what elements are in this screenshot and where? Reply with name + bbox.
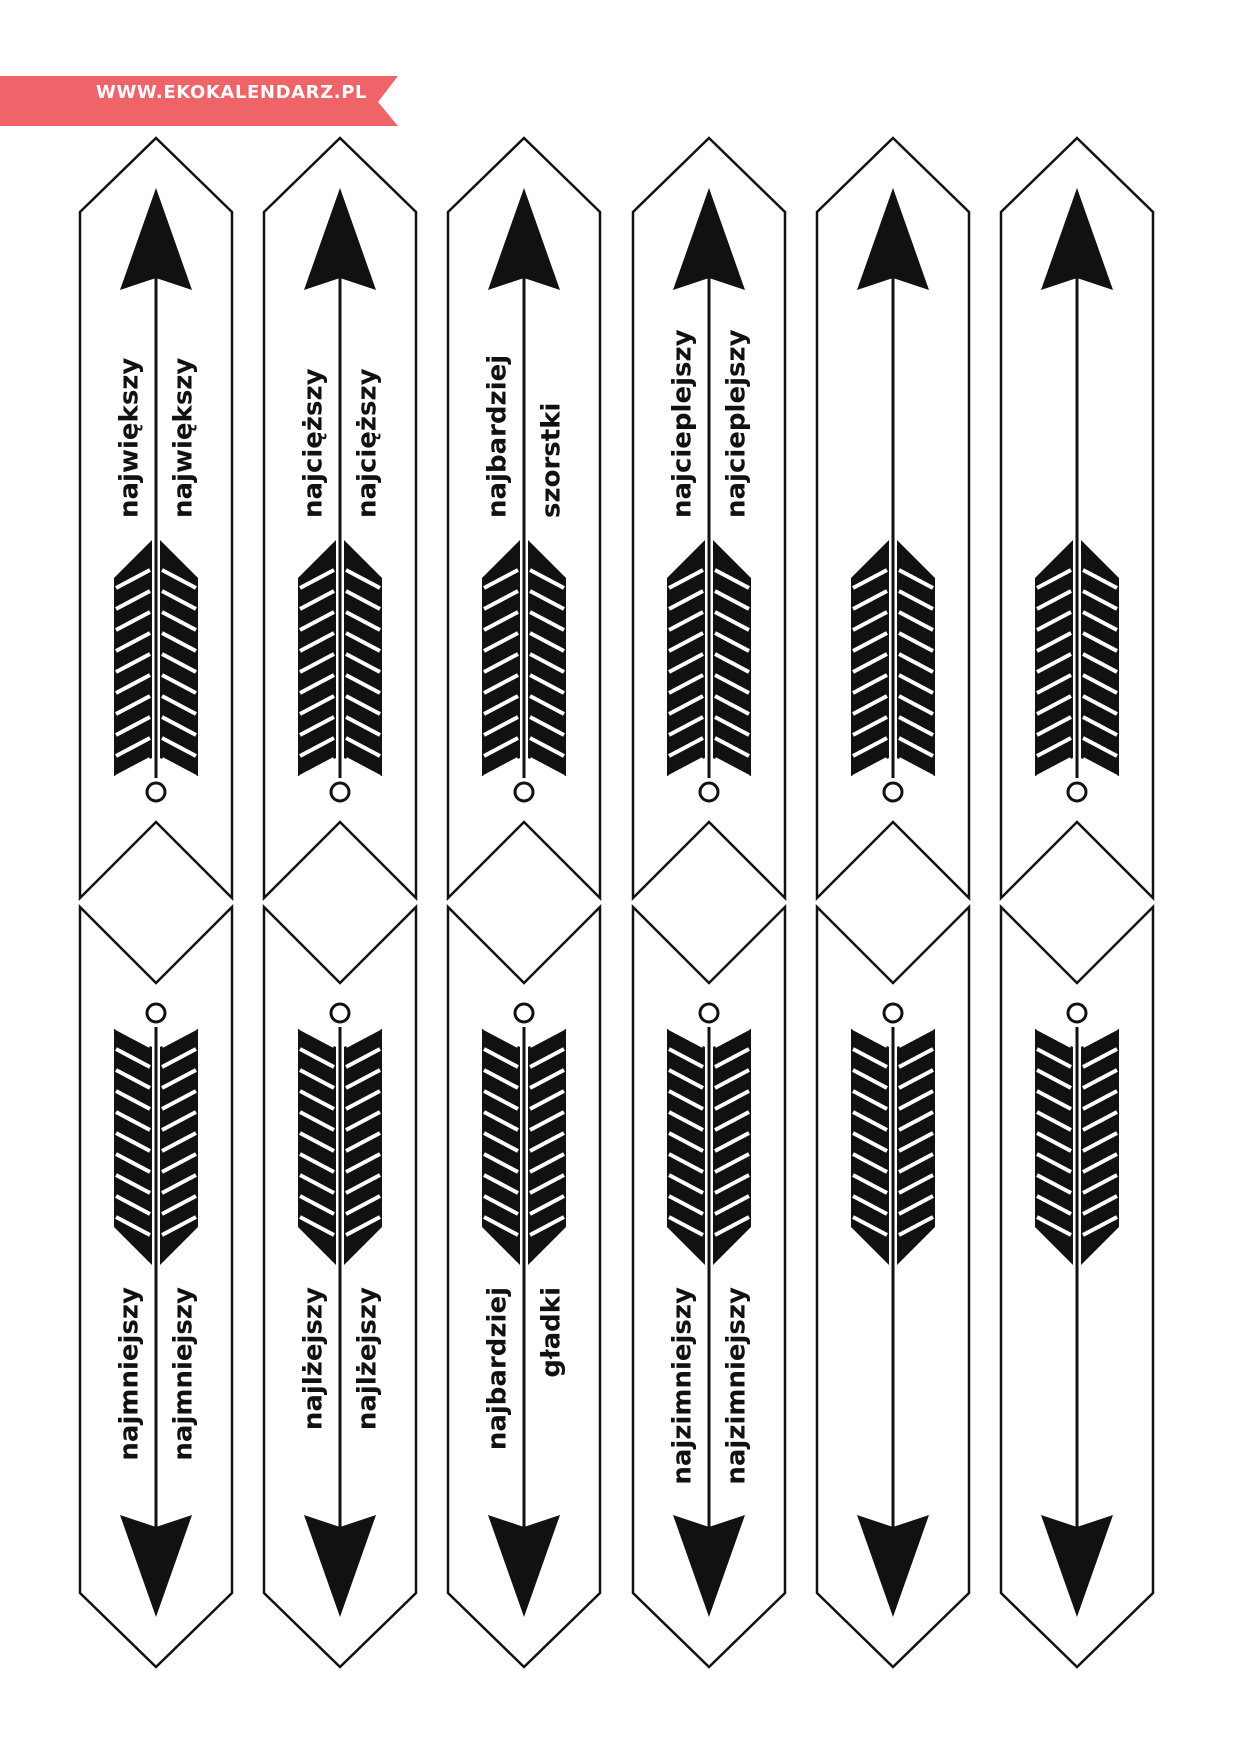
bottom-tag-6-hole <box>1068 1004 1086 1022</box>
top-tag-1 <box>80 138 232 898</box>
bottom-tag-4-label-right: najzimniejszy <box>721 1287 752 1485</box>
top-tag-4-hole <box>700 783 718 801</box>
bottom-tag-1-hole <box>147 1004 165 1022</box>
bottom-tag-3-label-right: gładki <box>536 1287 567 1378</box>
top-tag-2-label-left: najcięższy <box>298 368 329 518</box>
bottom-tag-4 <box>633 907 785 1667</box>
bottom-tag-3-label-left: najbardziej <box>482 1287 513 1451</box>
bottom-tag-5-hole <box>884 1004 902 1022</box>
bottom-row-bookmarks <box>80 907 1153 1667</box>
bottom-tag-6 <box>1001 907 1153 1667</box>
top-tag-6 <box>1001 138 1153 898</box>
top-tag-4-label-left: najcieplejszy <box>667 329 698 518</box>
top-tag-3-hole <box>515 783 533 801</box>
bottom-tag-1-label-right: najmniejszy <box>168 1287 199 1461</box>
top-tag-1-hole <box>147 783 165 801</box>
bottom-tag-3 <box>448 907 600 1667</box>
top-tag-2-hole <box>331 783 349 801</box>
top-row-bookmarks <box>80 138 1153 898</box>
bottom-tag-2-label-left: najlżejszy <box>298 1287 329 1431</box>
bottom-tag-1-label-left: najmniejszy <box>114 1287 145 1461</box>
top-tag-5 <box>817 138 969 898</box>
top-tag-1-label-left: największy <box>114 357 145 518</box>
bottom-tag-1 <box>80 907 232 1667</box>
bottom-tag-2 <box>264 907 416 1667</box>
bottom-tag-3-hole <box>515 1004 533 1022</box>
top-tag-2-label-right: najcięższy <box>352 368 383 518</box>
top-tag-4 <box>633 138 785 898</box>
bottom-tag-4-label-left: najzimniejszy <box>667 1287 698 1485</box>
bottom-tag-2-label-right: najlżejszy <box>352 1287 383 1431</box>
bottom-tag-5 <box>817 907 969 1667</box>
top-tag-4-label-right: najcieplejszy <box>721 329 752 518</box>
website-url: WWW.EKOKALENDARZ.PL <box>96 82 368 103</box>
bottom-tag-4-hole <box>700 1004 718 1022</box>
top-tag-2 <box>264 138 416 898</box>
top-tag-6-hole <box>1068 783 1086 801</box>
bottom-tag-2-hole <box>331 1004 349 1022</box>
top-tag-5-hole <box>884 783 902 801</box>
top-tag-1-label-right: największy <box>168 357 199 518</box>
top-tag-3-label-left: najbardziej <box>482 354 513 518</box>
top-tag-3 <box>448 138 600 898</box>
top-tag-3-label-right: szorstki <box>536 402 567 518</box>
